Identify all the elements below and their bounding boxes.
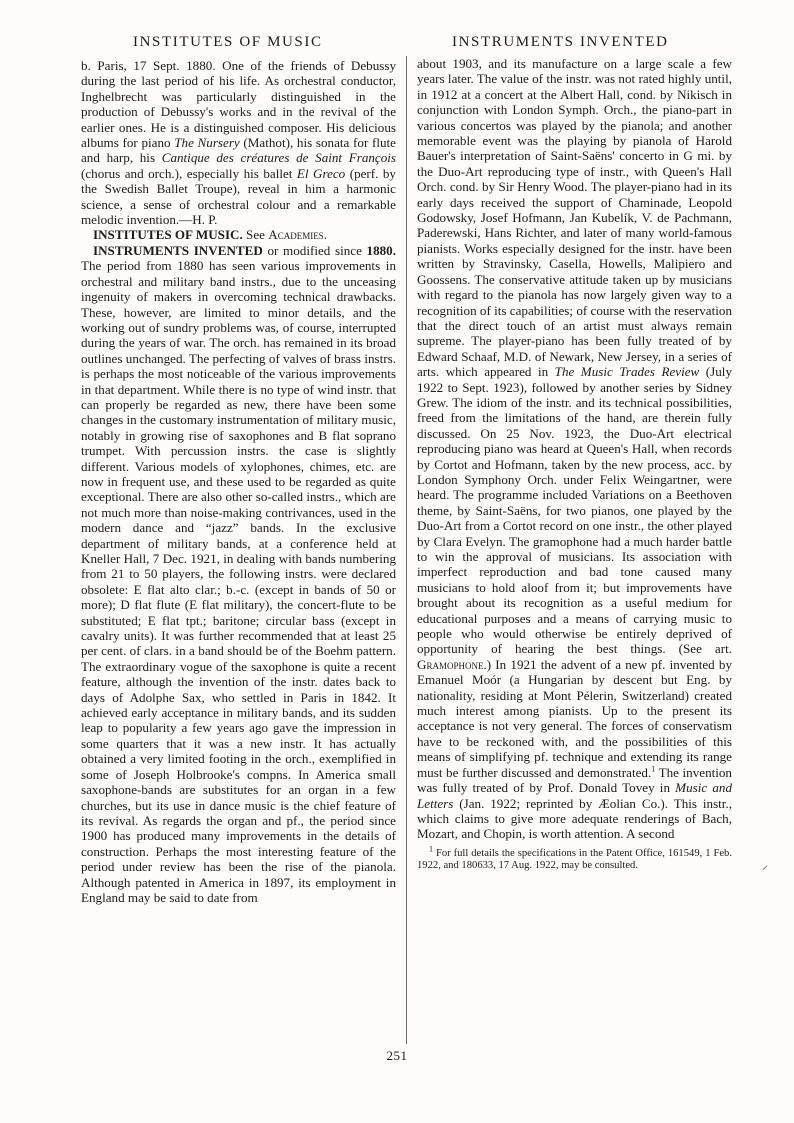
right-column <box>417 56 732 872</box>
margin-mark: ⸝ <box>762 858 769 872</box>
inghelbrecht-entry-continuation: b. Paris, 17 Sept. 1880. One of the friends of Debussy during the last period of his life. As orchestral conductor, Inghelbrecht was particularly distinguished in the production of Debussy's works and in the revival of the earlier ones. He is a distinguished composer. His delicious albums for piano The Nursery (Mathot), his sonata for flute and harp, his Cantique des créatures de Saint François (chorus and orch.), especially his ballet El Greco (perf. by the Swedish Ballet Troupe), reveal in him a harmonic science, a sense of orchestral colour and a remarkable melodic invention.—H. P. <box>81 58 397 228</box>
headword-instruments-invented: INSTRUMENTS INVENTED <box>93 242 263 258</box>
running-header-right: INSTRUMENTS INVENTED <box>452 34 669 50</box>
instruments-invented-entry: INSTRUMENTS INVENTED or modified since 1880. The period from 1880 has seen various improvements in orchestral and military band instrs., due to the unceasing ingenuity of makers in overcoming technical drawbacks. These, however, are limited to minor details, and the working out of sundry problems was, of course, interrupted during the years of war. The orch. has remained in its broad outlines unchanged. The perfecting of valves of brass instrs. is perhaps the most noticeable of the various improvements in that department. While there is no type of wind instr. that can properly be regarded as new, there have been some changes in the customary instrumentation of military music, notably in growing rise of saxophones and B flat soprano trumpet. With percussion instrs. the case is slightly different. Various models of xylophones, chimes, etc. are now in frequent use, and these used to be regarded as quite exceptional. There are also other so-called instrs., which are not much more than noise-making contrivances, used in the modern dance and “jazz” bands. In the exclusive department of military bands, at a conference held at Kneller Hall, 7 Dec. 1921, in dealing with bands numbering from 21 to 50 players, the following instrs. were declared obsolete: E flat alto clar.; b.-c. (except in bands of 50 or more); D flat flute (E flat military), the concert-flute to be substituted; E flat tpt.; baritone; circular bass (except in cavalry units). It was further recommended that at least 25 per cent. of clars. in a band should be of the Boehm pattern. The extraordinary vogue of the saxophone is quite a recent feature, although the invention of the instr. dates back to days of Adolphe Sax, who settled in Paris in 1842. It achieved early acceptance in military bands, and its sudden leap to popularity a few years ago gave the impression in some quarters that it was a new instr. It has actually obtained a very limited footing in the orch., exemplified in some of Joseph Holbrooke's compns. In America small saxophone-bands are substitutes for an organ in a few churches, but its use in dance music is the chief feature of its revival. As regards the organ and pf., the period since 1900 has produced many improvements in the details of construction. Perhaps the most interesting feature of the period under review has been the rise of the pianola. Although patented in America in 1897, its employment in England may be said to date from <box>81 242 396 905</box>
cross-reference-academies: Academies <box>268 227 324 243</box>
instruments-invented-continuation: about 1903, and its manufacture on a large scale a few years later. The value of the instr. was not rated highly until, in 1912 at a concert at the Albert Hall, cond. by Nikisch in conjunction with London Symph. Orch., the piano-part in various concertos was played by the pianola; and another memorable event was the playing by pianola of Harold Bauer's interpretation of Saint-Saëns' concerto in G mi. by the Duo-Art reproducing type of instr., with Queen's Hall Orch. cond. by Sir Henry Wood. The player-piano had in its early days received the support of Chaminade, Leopold Godowsky, Josef Hofmann, Jan Kubelík, V. de Pachmann, Paderewski, Hans Richter, and later of many world-famous pianists. Works especially designed for the instr. have been written by Stravinsky, Casella, Howells, Malipiero and Goossens. The conservative attitude taken up by musicians with regard to the pianola has now largely given way to a recognition of its capabilities; of course with the reservation that the direct touch of an artist must always remain supreme. The player-piano has been fully treated of by Edward Schaaf, M.D. of Newark, New Jersey, in a series of arts. which appeared in The Music Trades Review (July 1922 to Sept. 1923), followed by another series by Sidney Grew. The idiom of the instr. and its technical possibilities, freed from the limitations of the hand, are therein fully discussed. On 25 Nov. 1923, the Duo-Art electrical reproducing piano was heard at Queen's Hall, when records by Cortot and Hofmann, taken by the new process, acc. by London Symphony Orch. under Felix Weingartner, were heard. The programme included Variations on a Beethoven theme, by Saint-Saëns, for two pianos, one played by the Duo-Art from a Cortot record on one instr., the other played by Clara Evelyn. The gramophone had a much harder battle to win the approval of musicians. Its association with imperfect reproduction and bad tone caused many musicians to hold aloof from it; but improvements have brought about its recognition as a useful medium for educational purposes and a means of carrying music to people who would otherwise be entirely deprived of opportunity of hearing the best things. (See art. Gramophone.) In 1921 the advent of a new pf. invented by Emanuel Moór (a Hungarian by descent but Eng. by nationality, residing at Mont Pélerin, Switzerland) created much interest among pianists. Up to the present its acceptance is not very general. The forces of conservatism have to be reckoned with, and the possibilities of this means of simplifying pf. technique and extending its range must be further discussed and demonstrated.$^1$ The invention was fully treated of by Prof. Donald Tovey in Music and Letters (Jan. 1922; reprinted by Æolian Co.). This instr., which claims to give more adequate renderings of Bach, Mozart, and Chopin, is worth attention. A second <box>417 56 732 842</box>
footnote-mark: 1 <box>429 844 433 854</box>
page-number: 251 <box>386 1048 408 1063</box>
footnote-reference: 1 <box>651 764 656 774</box>
running-header-left: INSTITUTES OF MUSIC <box>133 34 323 50</box>
institutes-of-music-entry: INSTITUTES OF MUSIC. See Academies. <box>93 227 327 243</box>
column-divider <box>406 56 407 1044</box>
left-column <box>81 58 396 905</box>
journal-title-music-trades-review: The Music Trades Review <box>554 364 700 380</box>
headword-institutes: INSTITUTES OF MUSIC. <box>93 227 243 243</box>
cross-reference-gramophone: Gramophone <box>417 656 484 672</box>
footnote: $^1$ For full details the specifications in the Patent Office, 161549, 1 Feb. 1922, and 180633, 17 Aug. 1922, may be consulted. <box>417 844 732 871</box>
journal-title-music-and-letters: Music and Letters <box>417 780 732 811</box>
